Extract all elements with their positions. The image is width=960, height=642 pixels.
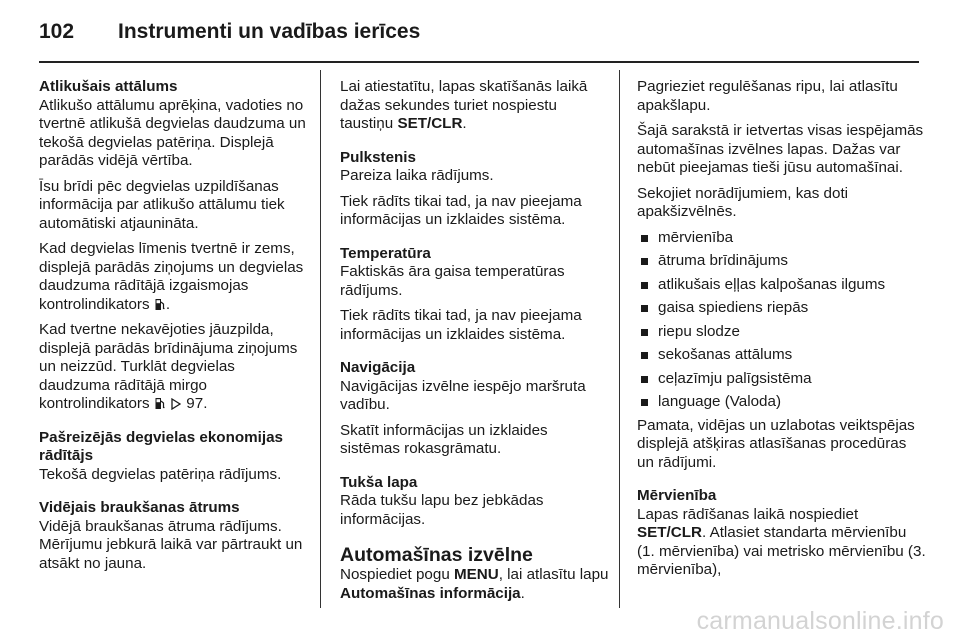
- section-range: [39, 78, 307, 414]
- paragraph: Sekojiet norādījumiem, kas doti apakšizvēlnēs.: [637, 184, 849, 220]
- bullet-icon: [641, 258, 648, 265]
- page-number: 102: [39, 20, 75, 43]
- paragraph: [39, 321, 307, 414]
- section-avgspeed: [39, 499, 307, 573]
- list-item-label: sekošanas attālums: [658, 346, 793, 363]
- list-item-label: mērvienība: [658, 228, 734, 246]
- heading-vehicle-menu: Automašīnas izvēlne: [340, 544, 533, 566]
- paragraph: [39, 240, 307, 314]
- list-item: [637, 229, 927, 248]
- section-blank-page: [340, 474, 610, 530]
- list-item-label: riepu slodze: [658, 322, 740, 340]
- section-instant: [39, 429, 307, 485]
- watermark: carmanualsonline.info: [696, 607, 944, 635]
- paragraph: Vidējā braukšanas ātruma rādījums. Mērījumu jebkurā laikā var pārtraukt un atsākt no jauna.: [39, 517, 303, 572]
- key-label: MENU: [454, 566, 499, 583]
- section-navigation: [340, 359, 610, 459]
- heading-avgspeed: Vidējais braukšanas ātrums: [39, 499, 240, 516]
- paragraph: Šajā sarakstā ir ietvertas visas iespējamās automašīnas izvēlnes lapas. Dažas var nebūt pieejamas tieši jūsu automašīnai.: [637, 122, 924, 176]
- text: .: [462, 115, 467, 132]
- paragraph: [637, 506, 927, 580]
- list-item: [637, 346, 927, 365]
- paragraph: Navigācijas izvēlne iespējo maršruta vadību.: [340, 377, 586, 413]
- bullet-icon: [641, 235, 648, 242]
- paragraph: Pamata, vidējas un uzlabotas veiktspējas displejā atšķiras atlasīšanas procedūras un rādījumi.: [637, 416, 915, 471]
- column-divider: [320, 70, 321, 608]
- fuel-pump-icon: [155, 298, 165, 311]
- paragraph: Pareiza laika rādījums.: [340, 167, 494, 184]
- list-item-label: language (Valoda): [658, 393, 781, 410]
- bullet-icon: [641, 282, 648, 289]
- paragraph: Rāda tukšu lapu bez jebkādas informācijas.: [340, 492, 544, 528]
- paragraph: Pagrieziet regulēšanas ripu, lai atlasītu apakšlapu.: [637, 78, 898, 114]
- header-rule: [39, 61, 919, 63]
- heading-temperature: Temperatūra: [340, 244, 431, 262]
- column-divider: [619, 70, 620, 608]
- text: .: [520, 584, 525, 602]
- text: Kad degvielas līmenis tvertnē ir zems, displejā parādās ziņojums un degvielas daudzuma rādītājā izgaismojas kontrolindikators: [39, 240, 304, 313]
- page-reference-icon: [171, 398, 181, 410]
- bullet-icon: [641, 376, 648, 383]
- list-item: [637, 252, 927, 271]
- fuel-pump-icon: [155, 397, 165, 410]
- section-vehicle-menu: [340, 544, 610, 603]
- heading-instant: Pašreizējās degvielas ekonomijas rādītājs: [39, 428, 283, 464]
- list-item: [637, 393, 927, 412]
- list-item: [637, 323, 927, 342]
- list-item-label: ceļazīmju palīgsistēma: [658, 369, 812, 387]
- section-reset: [340, 78, 610, 134]
- column-2: [340, 78, 610, 610]
- list-item-label: atlikušais eļļas kalpošanas ilgums: [658, 275, 886, 293]
- page-title: Instrumenti un vadības ierīces: [118, 20, 421, 43]
- text: Lapas rādīšanas laikā nospiediet: [637, 505, 859, 523]
- key-label: SET/CLR: [637, 524, 702, 541]
- heading-range: Atlikušais attālums: [39, 78, 178, 95]
- paragraph: Tiek rādīts tikai tad, ja nav pieejama informācijas un izklaides sistēma.: [340, 192, 582, 228]
- column-3: [637, 78, 927, 587]
- column-1: [39, 78, 307, 588]
- text: Lai atiestatītu, lapas skatīšanās laikā dažas sekundes turiet nospiestu taustiņu: [340, 78, 588, 132]
- text: .: [165, 295, 171, 313]
- paragraph: [340, 78, 610, 134]
- list-item: [637, 299, 927, 318]
- paragraph: Tiek rādīts tikai tad, ja nav pieejama informācijas un izklaides sistēma.: [340, 307, 582, 343]
- section-temperature: [340, 245, 610, 345]
- paragraph: Īsu brīdi pēc degvielas uzpildīšanas informācija par atlikušo attālumu tiek automātiski atjaunināta.: [39, 177, 285, 232]
- heading-clock: Pulkstenis: [340, 148, 416, 166]
- text: Nospiediet pogu: [340, 566, 450, 583]
- page-header: [39, 8, 919, 56]
- section-clock: [340, 149, 610, 230]
- heading-navigation: Navigācija: [340, 359, 416, 376]
- bullet-icon: [641, 305, 648, 312]
- heading-blank-page: Tukša lapa: [340, 473, 418, 491]
- paragraph: Tekošā degvielas patēriņa rādījums.: [39, 465, 282, 483]
- bullet-icon: [641, 352, 648, 359]
- text: 97.: [186, 395, 208, 412]
- bullet-icon: [641, 329, 648, 336]
- paragraph: Atlikušo attālumu aprēķina, vadoties no tvertnē atlikušā degvielas daudzuma un tekošā degvielas patēriņa. Displejā parādās vidējā vērtība.: [39, 96, 306, 169]
- text: , lai atlasītu lapu: [498, 566, 609, 583]
- text: Kad tvertne nekavējoties jāuzpilda, displejā parādās brīdinājuma ziņojums un neizzūd. Turklāt degvielas daudzuma rādītājā mirgo kontrolindikators: [39, 321, 298, 412]
- paragraph: [340, 566, 610, 603]
- submenu-list: [637, 229, 927, 412]
- text: . Atlasiet standarta mērvienību (1. mērvienība) vai metrisko mērvienību (3. mērvienība),: [637, 524, 926, 578]
- bullet-icon: [641, 399, 648, 406]
- section-unit: [637, 487, 927, 580]
- list-item: [637, 276, 927, 295]
- list-item: [637, 370, 927, 389]
- list-item-label: gaisa spiediens riepās: [658, 299, 809, 316]
- key-label: SET/CLR: [397, 115, 463, 132]
- list-item-label: ātruma brīdinājums: [658, 252, 788, 269]
- heading-unit: Mērvienība: [637, 487, 717, 504]
- page-label: Automašīnas informācija: [340, 584, 521, 602]
- paragraph: Skatīt informācijas un izklaides sistēmas rokasgrāmatu.: [340, 421, 548, 457]
- paragraph: Faktiskās āra gaisa temperatūras rādījums.: [340, 263, 565, 299]
